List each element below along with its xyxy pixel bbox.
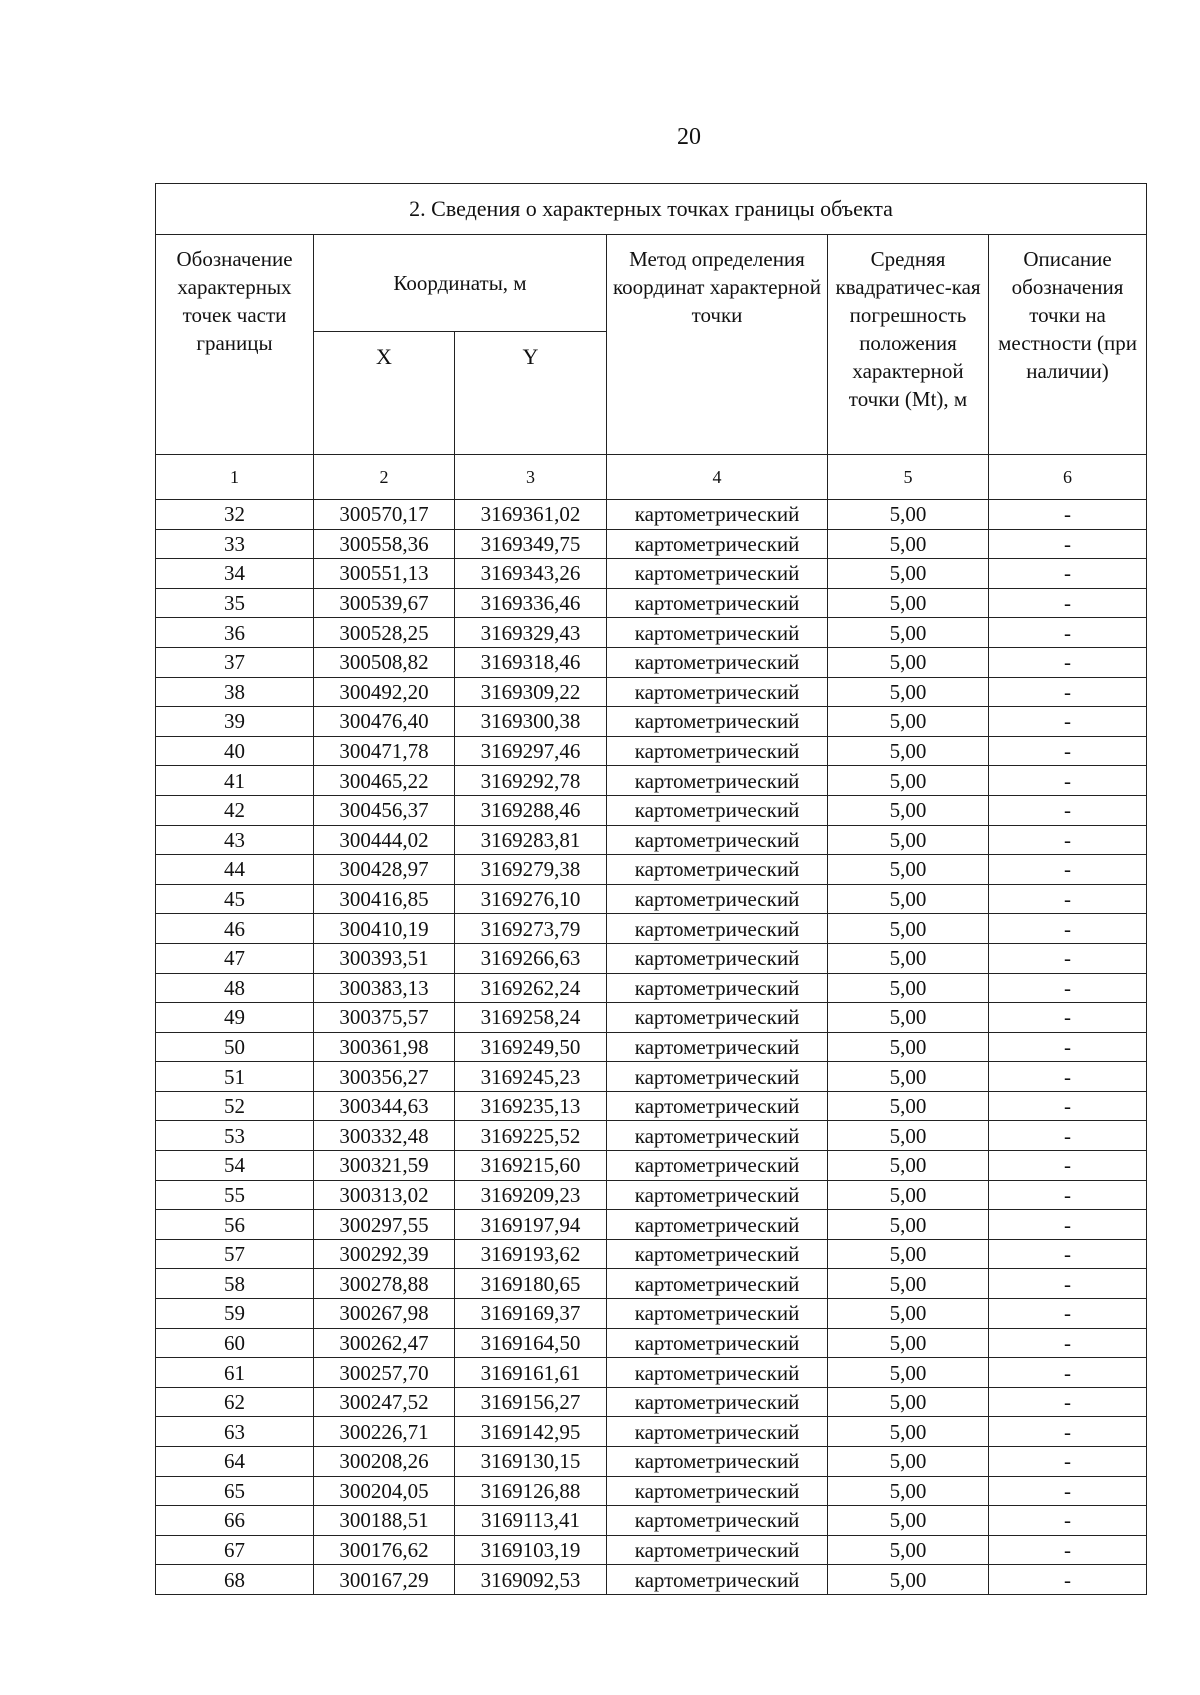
y-coordinate-cell: 3169245,23 (455, 1062, 607, 1092)
error-cell: 5,00 (828, 588, 989, 618)
table-row (156, 855, 1147, 885)
error-cell: 5,00 (828, 855, 989, 885)
method-cell: картометрический (607, 1032, 828, 1062)
column-number: 4 (607, 455, 828, 500)
y-coordinate-cell: 3169180,65 (455, 1269, 607, 1299)
error-cell: 5,00 (828, 1239, 989, 1269)
header-x: X (314, 332, 455, 455)
point-number-cell: 42 (156, 795, 314, 825)
column-number: 5 (828, 455, 989, 500)
page-number: 20 (677, 124, 701, 150)
y-coordinate-cell: 3169273,79 (455, 914, 607, 944)
y-coordinate-cell: 3169283,81 (455, 825, 607, 855)
x-coordinate-cell: 300321,59 (314, 1151, 455, 1181)
y-coordinate-cell: 3169336,46 (455, 588, 607, 618)
method-cell: картометрический (607, 1506, 828, 1536)
point-number-cell: 50 (156, 1032, 314, 1062)
error-cell: 5,00 (828, 1210, 989, 1240)
table-row (156, 1387, 1147, 1417)
boundary-points-table (155, 183, 1147, 1595)
table-row (156, 1239, 1147, 1269)
error-cell: 5,00 (828, 1032, 989, 1062)
y-coordinate-cell: 3169193,62 (455, 1239, 607, 1269)
point-number-cell: 51 (156, 1062, 314, 1092)
y-coordinate-cell: 3169130,15 (455, 1447, 607, 1477)
table-row (156, 1269, 1147, 1299)
x-coordinate-cell: 300416,85 (314, 884, 455, 914)
method-cell: картометрический (607, 855, 828, 885)
x-coordinate-cell: 300292,39 (314, 1239, 455, 1269)
y-coordinate-cell: 3169209,23 (455, 1180, 607, 1210)
error-cell: 5,00 (828, 973, 989, 1003)
method-cell: картометрический (607, 1091, 828, 1121)
point-number-cell: 65 (156, 1476, 314, 1506)
error-cell: 5,00 (828, 647, 989, 677)
error-cell: 5,00 (828, 1091, 989, 1121)
error-cell: 5,00 (828, 736, 989, 766)
y-coordinate-cell: 3169329,43 (455, 618, 607, 648)
y-coordinate-cell: 3169156,27 (455, 1387, 607, 1417)
description-cell: - (989, 1210, 1147, 1240)
header-error: Средняя квадратичес-кая погрешность положения характерной точки (Mt), м (828, 235, 989, 455)
table-row (156, 1032, 1147, 1062)
description-cell: - (989, 500, 1147, 530)
x-coordinate-cell: 300375,57 (314, 1003, 455, 1033)
x-coordinate-cell: 300188,51 (314, 1506, 455, 1536)
table-row (156, 559, 1147, 589)
table-row (156, 500, 1147, 530)
y-coordinate-cell: 3169349,75 (455, 529, 607, 559)
table-row (156, 1447, 1147, 1477)
table-title-row (156, 184, 1147, 235)
description-cell: - (989, 914, 1147, 944)
column-numbers-row (156, 455, 1147, 500)
error-cell: 5,00 (828, 677, 989, 707)
x-coordinate-cell: 300428,97 (314, 855, 455, 885)
error-cell: 5,00 (828, 1565, 989, 1595)
point-number-cell: 60 (156, 1328, 314, 1358)
table-title: 2. Сведения о характерных точках границы объекта (156, 184, 1147, 235)
point-number-cell: 64 (156, 1447, 314, 1477)
x-coordinate-cell: 300465,22 (314, 766, 455, 796)
description-cell: - (989, 1032, 1147, 1062)
method-cell: картометрический (607, 1476, 828, 1506)
point-number-cell: 61 (156, 1358, 314, 1388)
column-number: 2 (314, 455, 455, 500)
description-cell: - (989, 1003, 1147, 1033)
point-number-cell: 68 (156, 1565, 314, 1595)
y-coordinate-cell: 3169126,88 (455, 1476, 607, 1506)
x-coordinate-cell: 300278,88 (314, 1269, 455, 1299)
x-coordinate-cell: 300393,51 (314, 943, 455, 973)
description-cell: - (989, 529, 1147, 559)
table-row (156, 943, 1147, 973)
table-row (156, 1210, 1147, 1240)
error-cell: 5,00 (828, 1358, 989, 1388)
point-number-cell: 45 (156, 884, 314, 914)
header-row (156, 235, 1147, 332)
method-cell: картометрический (607, 529, 828, 559)
method-cell: картометрический (607, 1565, 828, 1595)
y-coordinate-cell: 3169266,63 (455, 943, 607, 973)
method-cell: картометрический (607, 973, 828, 1003)
description-cell: - (989, 1387, 1147, 1417)
error-cell: 5,00 (828, 1535, 989, 1565)
method-cell: картометрический (607, 766, 828, 796)
description-cell: - (989, 1180, 1147, 1210)
header-description: Описание обозначения точки на местности (при наличии) (989, 235, 1147, 455)
table-row (156, 1535, 1147, 1565)
table-row (156, 766, 1147, 796)
description-cell: - (989, 1506, 1147, 1536)
description-cell: - (989, 1269, 1147, 1299)
error-cell: 5,00 (828, 500, 989, 530)
description-cell: - (989, 1417, 1147, 1447)
table-row (156, 1565, 1147, 1595)
y-coordinate-cell: 3169249,50 (455, 1032, 607, 1062)
y-coordinate-cell: 3169161,61 (455, 1358, 607, 1388)
point-number-cell: 33 (156, 529, 314, 559)
method-cell: картометрический (607, 1417, 828, 1447)
y-coordinate-cell: 3169092,53 (455, 1565, 607, 1595)
error-cell: 5,00 (828, 1476, 989, 1506)
error-cell: 5,00 (828, 825, 989, 855)
description-cell: - (989, 943, 1147, 973)
column-number: 3 (455, 455, 607, 500)
method-cell: картометрический (607, 1299, 828, 1329)
error-cell: 5,00 (828, 1180, 989, 1210)
x-coordinate-cell: 300204,05 (314, 1476, 455, 1506)
column-number: 6 (989, 455, 1147, 500)
x-coordinate-cell: 300226,71 (314, 1417, 455, 1447)
table-row (156, 529, 1147, 559)
x-coordinate-cell: 300558,36 (314, 529, 455, 559)
method-cell: картометрический (607, 500, 828, 530)
x-coordinate-cell: 300297,55 (314, 1210, 455, 1240)
table-row (156, 588, 1147, 618)
x-coordinate-cell: 300528,25 (314, 618, 455, 648)
table-row (156, 1180, 1147, 1210)
description-cell: - (989, 736, 1147, 766)
method-cell: картометрический (607, 1358, 828, 1388)
point-number-cell: 35 (156, 588, 314, 618)
method-cell: картометрический (607, 825, 828, 855)
point-number-cell: 54 (156, 1151, 314, 1181)
point-number-cell: 56 (156, 1210, 314, 1240)
table-row (156, 1062, 1147, 1092)
method-cell: картометрический (607, 1239, 828, 1269)
error-cell: 5,00 (828, 1003, 989, 1033)
table-row (156, 707, 1147, 737)
y-coordinate-cell: 3169318,46 (455, 647, 607, 677)
description-cell: - (989, 1447, 1147, 1477)
table-row (156, 1417, 1147, 1447)
point-number-cell: 49 (156, 1003, 314, 1033)
x-coordinate-cell: 300471,78 (314, 736, 455, 766)
error-cell: 5,00 (828, 1328, 989, 1358)
x-coordinate-cell: 300539,67 (314, 588, 455, 618)
point-number-cell: 63 (156, 1417, 314, 1447)
point-number-cell: 58 (156, 1269, 314, 1299)
table-row (156, 1091, 1147, 1121)
point-number-cell: 46 (156, 914, 314, 944)
y-coordinate-cell: 3169279,38 (455, 855, 607, 885)
y-coordinate-cell: 3169169,37 (455, 1299, 607, 1329)
description-cell: - (989, 1091, 1147, 1121)
point-number-cell: 41 (156, 766, 314, 796)
method-cell: картометрический (607, 1180, 828, 1210)
y-coordinate-cell: 3169309,22 (455, 677, 607, 707)
y-coordinate-cell: 3169361,02 (455, 500, 607, 530)
method-cell: картометрический (607, 588, 828, 618)
x-coordinate-cell: 300383,13 (314, 973, 455, 1003)
point-number-cell: 34 (156, 559, 314, 589)
description-cell: - (989, 1476, 1147, 1506)
error-cell: 5,00 (828, 943, 989, 973)
method-cell: картометрический (607, 1269, 828, 1299)
point-number-cell: 59 (156, 1299, 314, 1329)
point-number-cell: 43 (156, 825, 314, 855)
header-designation: Обозначение характерных точек части границы (156, 235, 314, 455)
method-cell: картометрический (607, 559, 828, 589)
method-cell: картометрический (607, 736, 828, 766)
table-row (156, 914, 1147, 944)
method-cell: картометрический (607, 1151, 828, 1181)
error-cell: 5,00 (828, 1062, 989, 1092)
x-coordinate-cell: 300410,19 (314, 914, 455, 944)
description-cell: - (989, 588, 1147, 618)
y-coordinate-cell: 3169113,41 (455, 1506, 607, 1536)
description-cell: - (989, 795, 1147, 825)
method-cell: картометрический (607, 795, 828, 825)
point-number-cell: 67 (156, 1535, 314, 1565)
point-number-cell: 37 (156, 647, 314, 677)
method-cell: картометрический (607, 647, 828, 677)
x-coordinate-cell: 300344,63 (314, 1091, 455, 1121)
description-cell: - (989, 1535, 1147, 1565)
error-cell: 5,00 (828, 1506, 989, 1536)
table-row (156, 1003, 1147, 1033)
method-cell: картометрический (607, 618, 828, 648)
description-cell: - (989, 1121, 1147, 1151)
description-cell: - (989, 618, 1147, 648)
error-cell: 5,00 (828, 914, 989, 944)
method-cell: картометрический (607, 1121, 828, 1151)
method-cell: картометрический (607, 914, 828, 944)
method-cell: картометрический (607, 1447, 828, 1477)
y-coordinate-cell: 3169288,46 (455, 795, 607, 825)
x-coordinate-cell: 300247,52 (314, 1387, 455, 1417)
y-coordinate-cell: 3169235,13 (455, 1091, 607, 1121)
x-coordinate-cell: 300508,82 (314, 647, 455, 677)
table-row (156, 1151, 1147, 1181)
method-cell: картометрический (607, 1387, 828, 1417)
header-coordinates: Координаты, м (314, 235, 607, 332)
description-cell: - (989, 1239, 1147, 1269)
error-cell: 5,00 (828, 1387, 989, 1417)
table-row (156, 1328, 1147, 1358)
description-cell: - (989, 1565, 1147, 1595)
y-coordinate-cell: 3169197,94 (455, 1210, 607, 1240)
description-cell: - (989, 825, 1147, 855)
x-coordinate-cell: 300257,70 (314, 1358, 455, 1388)
point-number-cell: 39 (156, 707, 314, 737)
point-number-cell: 57 (156, 1239, 314, 1269)
y-coordinate-cell: 3169164,50 (455, 1328, 607, 1358)
x-coordinate-cell: 300570,17 (314, 500, 455, 530)
y-coordinate-cell: 3169142,95 (455, 1417, 607, 1447)
x-coordinate-cell: 300267,98 (314, 1299, 455, 1329)
method-cell: картометрический (607, 707, 828, 737)
point-number-cell: 66 (156, 1506, 314, 1536)
error-cell: 5,00 (828, 1417, 989, 1447)
x-coordinate-cell: 300313,02 (314, 1180, 455, 1210)
table-row (156, 1476, 1147, 1506)
point-number-cell: 55 (156, 1180, 314, 1210)
table-row (156, 647, 1147, 677)
y-coordinate-cell: 3169297,46 (455, 736, 607, 766)
method-cell: картометрический (607, 943, 828, 973)
x-coordinate-cell: 300476,40 (314, 707, 455, 737)
method-cell: картометрический (607, 677, 828, 707)
method-cell: картометрический (607, 1062, 828, 1092)
point-number-cell: 32 (156, 500, 314, 530)
y-coordinate-cell: 3169225,52 (455, 1121, 607, 1151)
x-coordinate-cell: 300444,02 (314, 825, 455, 855)
error-cell: 5,00 (828, 795, 989, 825)
method-cell: картометрический (607, 884, 828, 914)
y-coordinate-cell: 3169103,19 (455, 1535, 607, 1565)
x-coordinate-cell: 300167,29 (314, 1565, 455, 1595)
error-cell: 5,00 (828, 529, 989, 559)
y-coordinate-cell: 3169215,60 (455, 1151, 607, 1181)
point-number-cell: 36 (156, 618, 314, 648)
y-coordinate-cell: 3169292,78 (455, 766, 607, 796)
point-number-cell: 40 (156, 736, 314, 766)
table-row (156, 618, 1147, 648)
method-cell: картометрический (607, 1535, 828, 1565)
description-cell: - (989, 855, 1147, 885)
x-coordinate-cell: 300492,20 (314, 677, 455, 707)
description-cell: - (989, 1062, 1147, 1092)
x-coordinate-cell: 300356,27 (314, 1062, 455, 1092)
x-coordinate-cell: 300176,62 (314, 1535, 455, 1565)
error-cell: 5,00 (828, 618, 989, 648)
table-row (156, 1358, 1147, 1388)
error-cell: 5,00 (828, 1121, 989, 1151)
point-number-cell: 47 (156, 943, 314, 973)
x-coordinate-cell: 300262,47 (314, 1328, 455, 1358)
table-row (156, 1299, 1147, 1329)
y-coordinate-cell: 3169258,24 (455, 1003, 607, 1033)
method-cell: картометрический (607, 1003, 828, 1033)
table-row (156, 825, 1147, 855)
table-row (156, 795, 1147, 825)
method-cell: картометрический (607, 1210, 828, 1240)
y-coordinate-cell: 3169262,24 (455, 973, 607, 1003)
table-row (156, 884, 1147, 914)
description-cell: - (989, 1151, 1147, 1181)
description-cell: - (989, 766, 1147, 796)
point-number-cell: 48 (156, 973, 314, 1003)
description-cell: - (989, 559, 1147, 589)
column-number: 1 (156, 455, 314, 500)
x-coordinate-cell: 300361,98 (314, 1032, 455, 1062)
description-cell: - (989, 677, 1147, 707)
table-row (156, 973, 1147, 1003)
table-row (156, 677, 1147, 707)
error-cell: 5,00 (828, 884, 989, 914)
y-coordinate-cell: 3169343,26 (455, 559, 607, 589)
header-method: Метод определения координат характерной точки (607, 235, 828, 455)
description-cell: - (989, 647, 1147, 677)
description-cell: - (989, 1358, 1147, 1388)
table-row (156, 1506, 1147, 1536)
point-number-cell: 62 (156, 1387, 314, 1417)
error-cell: 5,00 (828, 707, 989, 737)
table-row (156, 736, 1147, 766)
error-cell: 5,00 (828, 1151, 989, 1181)
point-number-cell: 52 (156, 1091, 314, 1121)
description-cell: - (989, 1299, 1147, 1329)
error-cell: 5,00 (828, 1447, 989, 1477)
description-cell: - (989, 707, 1147, 737)
header-y: Y (455, 332, 607, 455)
x-coordinate-cell: 300456,37 (314, 795, 455, 825)
x-coordinate-cell: 300208,26 (314, 1447, 455, 1477)
description-cell: - (989, 1328, 1147, 1358)
point-number-cell: 44 (156, 855, 314, 885)
method-cell: картометрический (607, 1328, 828, 1358)
table-row (156, 1121, 1147, 1151)
error-cell: 5,00 (828, 766, 989, 796)
y-coordinate-cell: 3169276,10 (455, 884, 607, 914)
point-number-cell: 53 (156, 1121, 314, 1151)
description-cell: - (989, 973, 1147, 1003)
error-cell: 5,00 (828, 559, 989, 589)
point-number-cell: 38 (156, 677, 314, 707)
error-cell: 5,00 (828, 1299, 989, 1329)
error-cell: 5,00 (828, 1269, 989, 1299)
description-cell: - (989, 884, 1147, 914)
x-coordinate-cell: 300332,48 (314, 1121, 455, 1151)
y-coordinate-cell: 3169300,38 (455, 707, 607, 737)
x-coordinate-cell: 300551,13 (314, 559, 455, 589)
